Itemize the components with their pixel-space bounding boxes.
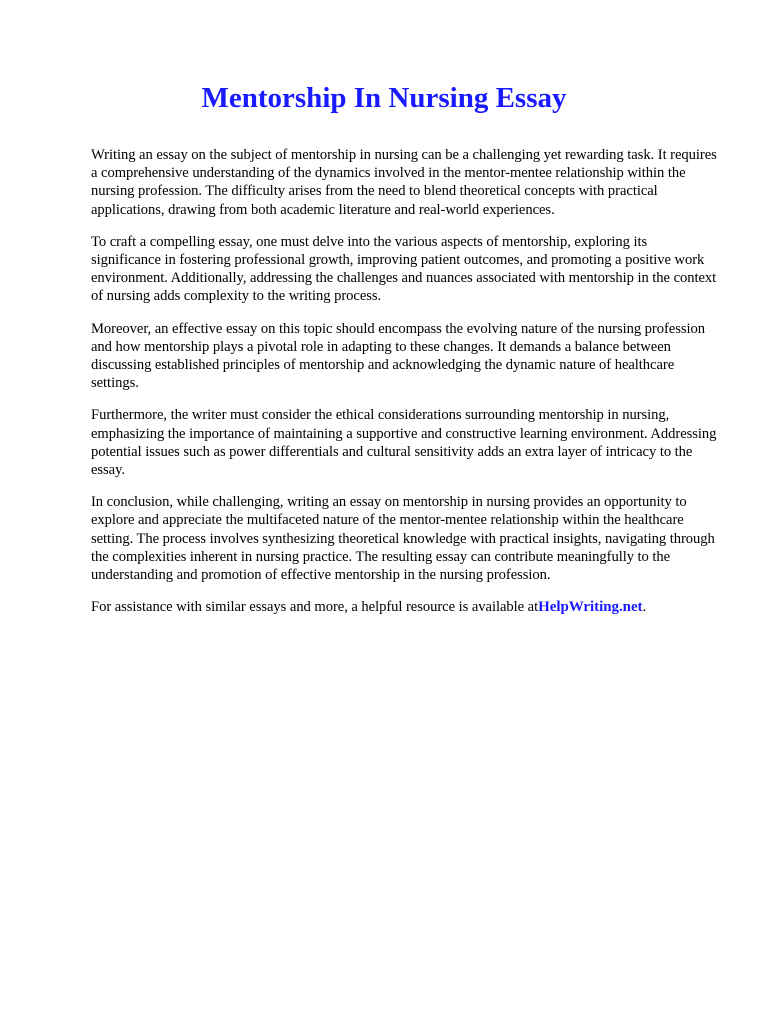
- document-body: [91, 146, 717, 630]
- document-title: Mentorship In Nursing Essay: [201, 82, 567, 114]
- helpwriting-link[interactable]: HelpWriting.net: [538, 599, 643, 616]
- closing-paragraph: [91, 598, 717, 616]
- paragraph-3: Moreover, an effective essay on this topic should encompass the evolving nature of the nursing profession and how mentorship plays a pivotal role in adapting to these changes. It demands a balance between discussing established principles of mentorship and acknowledging the dynamic nature of healthcare settings.: [91, 320, 705, 392]
- closing-text: For assistance with similar essays and more, a helpful resource is available at: [91, 599, 539, 616]
- closing-period: .: [642, 599, 647, 616]
- paragraph-5: In conclusion, while challenging, writing an essay on mentorship in nursing provides an opportunity to explore and appreciate the multifaceted nature of the mentor-mentee relationship within the healthcare setting. The process involves synthesizing theoretical knowledge with practical insights, navigating through the complexities inherent in nursing practice. The resulting essay can contribute meaningfully to the understanding and promotion of effective mentorship in the nursing profession.: [91, 494, 715, 584]
- paragraph-2: To craft a compelling essay, one must delve into the various aspects of mentorship, exploring its significance in fostering professional growth, improving patient outcomes, and promoting a positive work environment. Additionally, addressing the challenges and nuances associated with mentorship in the context of nursing adds complexity to the writing process.: [91, 233, 717, 305]
- paragraph-4: Furthermore, the writer must consider the ethical considerations surrounding mentorship in nursing, emphasizing the importance of maintaining a supportive and constructive learning environment. Addressing potential issues such as power differentials and cultural sensitivity adds an extra layer of intricacy to the essay.: [91, 407, 717, 479]
- paragraph-1: Writing an essay on the subject of mentorship in nursing can be a challenging yet rewarding task. It requires a comprehensive understanding of the dynamics involved in the mentor-mentee relationship within the nursing profession. The difficulty arises from the need to blend theoretical concepts with practical applications, drawing from both academic literature and real-world experiences.: [91, 147, 717, 218]
